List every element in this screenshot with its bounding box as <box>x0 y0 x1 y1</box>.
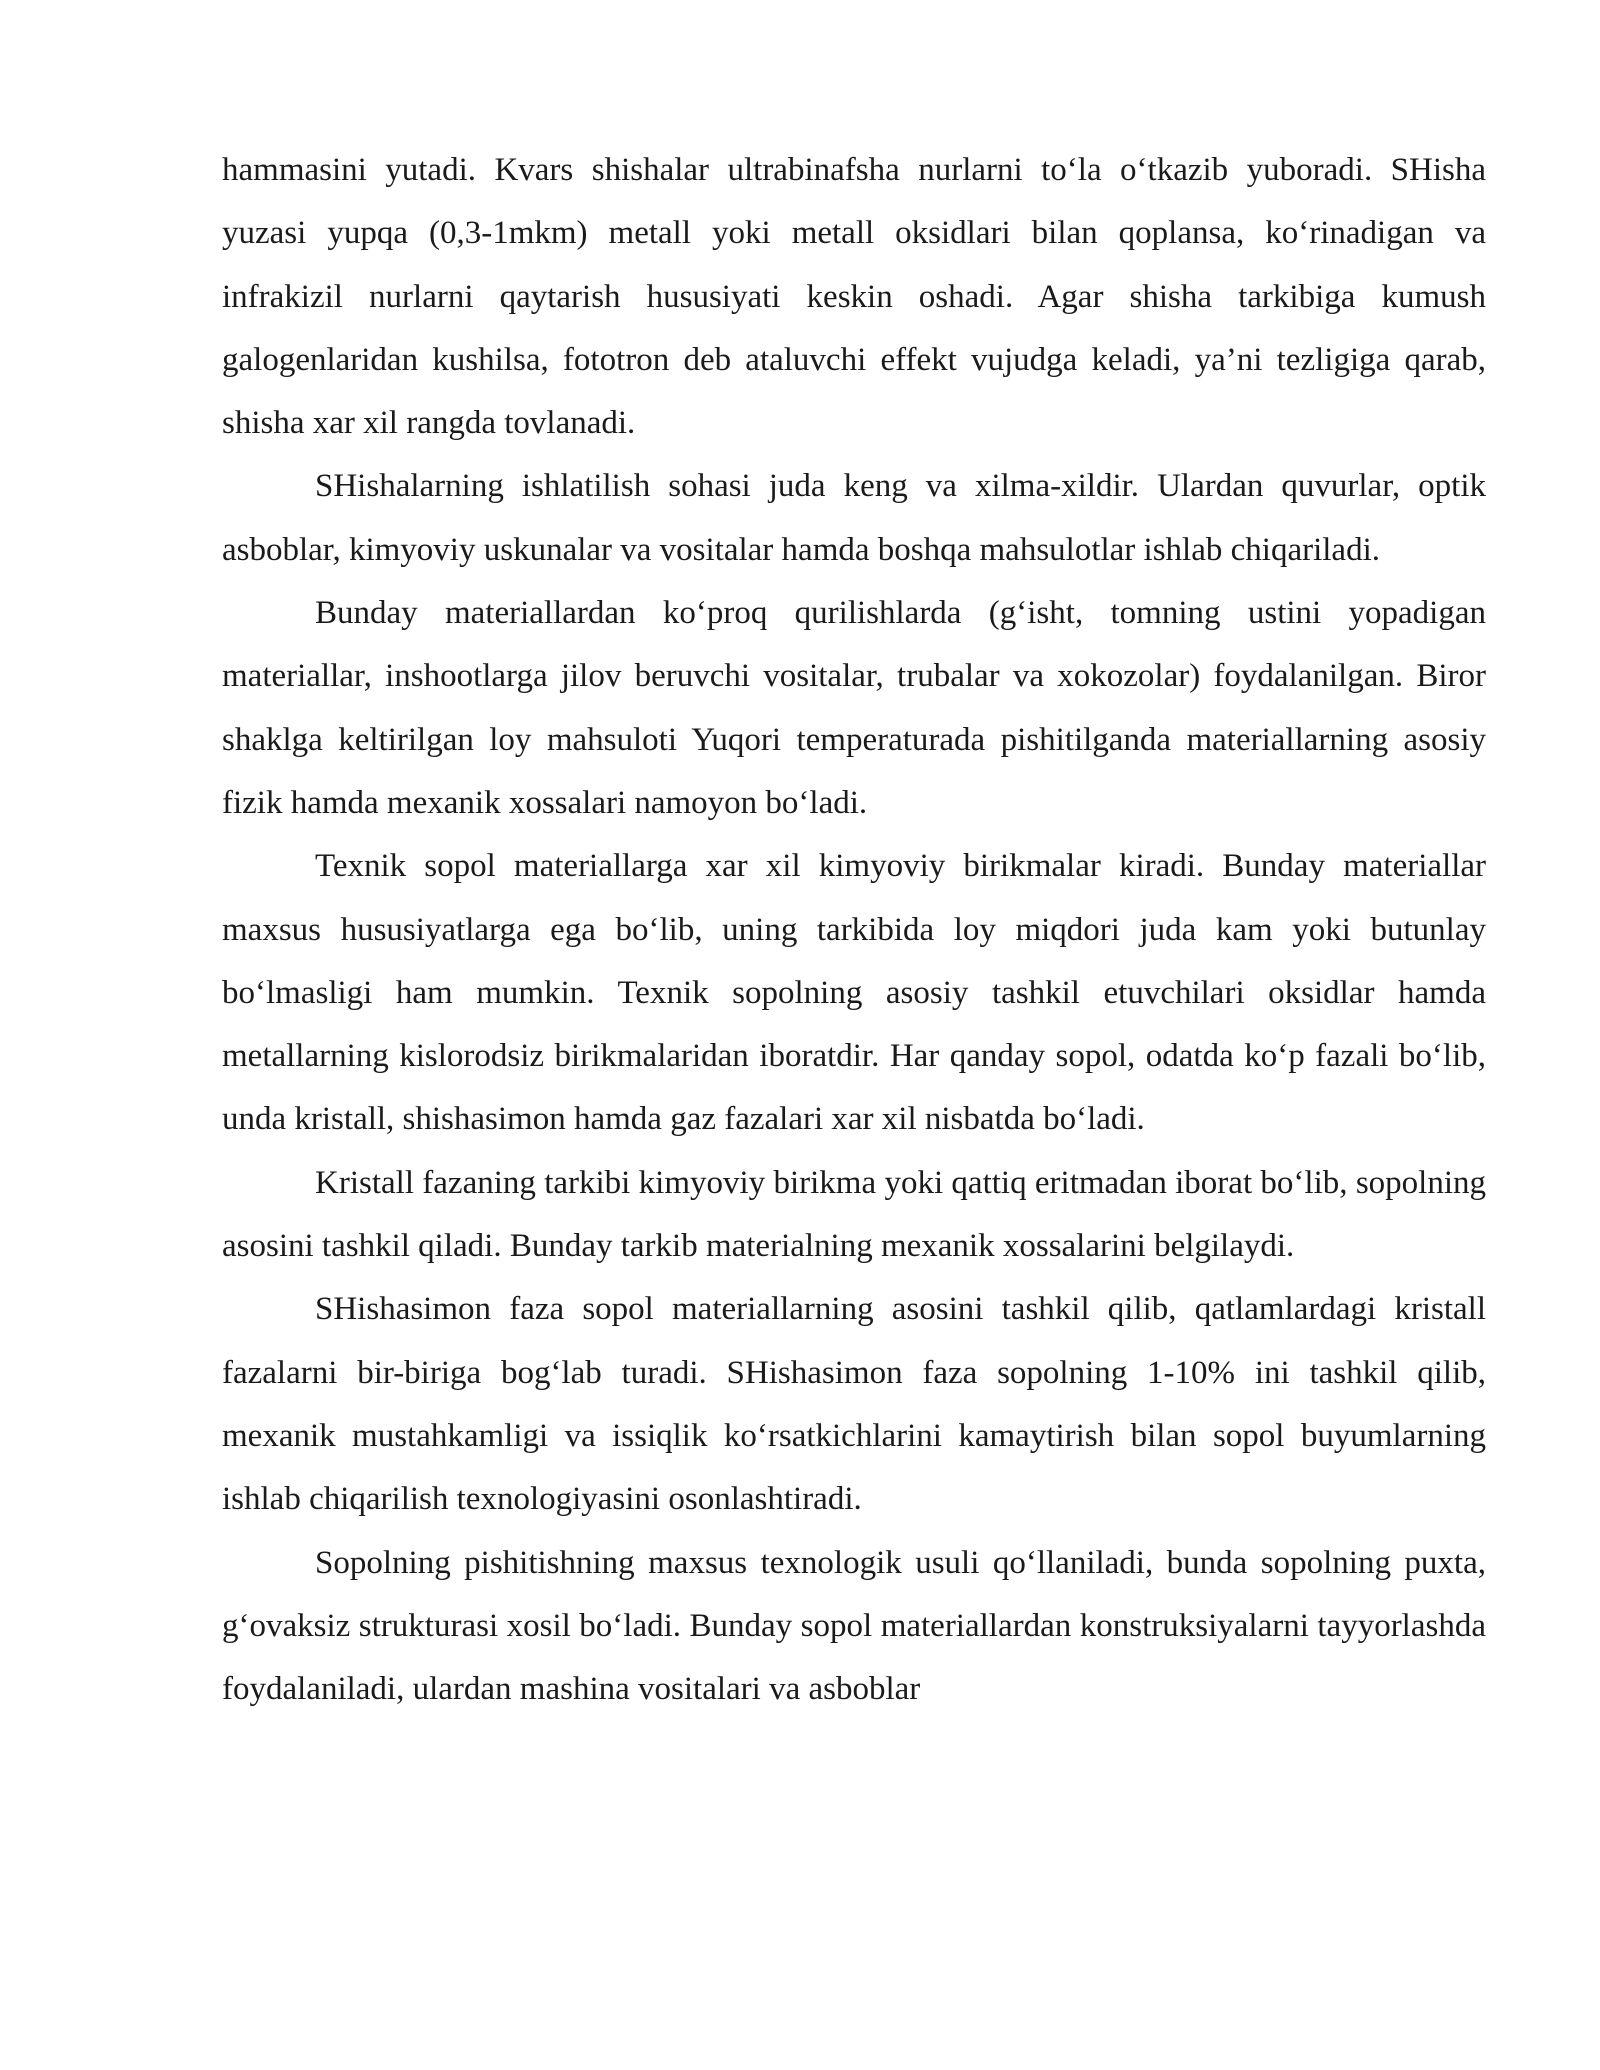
paragraph-crystal-phase: Kristall fazaning tarkibi kimyoviy birikma yoki qattiq eritmadan iborat bo‘lib, sopolning asosini tashkil qiladi. Bunday tarkib materialning mexanik xossalarini belgilaydi. <box>222 1164 1486 1265</box>
paragraph-glassy-phase: SHishasimon faza sopol materiallarning asosini tashkil qilib, qatlamlardagi kristall fazalarni bir-biriga bog‘lab turadi. SHishasimon faza sopolning 1-10% ini tashkil qilib, mexanik mustahkamligi va issiqlik ko‘rsatkichlarini kamaytirish bilan sopol buyumlarning ishlab chiqarilish texnologiyasini osonlashtiradi. <box>222 1291 1486 1518</box>
document-page <box>222 139 1486 1721</box>
paragraph-continued: hammasini yutadi. Kvars shishalar ultrabinafsha nurlarni to‘la o‘tkazib yuboradi. SHisha yuzasi yupqa (0,3-1mkm) metall yoki metall oksidlari bilan qoplansa, ko‘rinadigan va infrakizil nurlarni qaytarish hususiyati keskin oshadi. Agar shisha tarkibiga kumush galogenlaridan kushilsa, fototron deb ataluvchi effekt vujudga keladi, ya’ni tezligiga qarab, shisha xar xil rangda tovlanadi. <box>222 152 1486 442</box>
paragraph-technical-ceramics: Texnik sopol materiallarga xar xil kimyoviy birikmalar kiradi. Bunday materiallar maxsus hususiyatlarga ega bo‘lib, uning tarkibida loy miqdori juda kam yoki butunlay bo‘lmasligi ham mumkin. Texnik sopolning asosiy tashkil etuvchilari oksidlar hamda metallarning kislorodsiz birikmalaridan iboratdir. Har qanday sopol, odatda ko‘p fazali bo‘lib, unda kristall, shishasimon hamda gaz fazalari xar xil nisbatda bo‘ladi. <box>222 848 1486 1138</box>
paragraph-construction-materials: Bunday materiallardan ko‘proq qurilishlarda (g‘isht, tomning ustini yopadigan materiallar, inshootlarga jilov beruvchi vositalar, trubalar va xokozolar) foydalanilgan. Biror shaklga keltirilgan loy mahsuloti Yuqori temperaturada pishitilganda materiallarning asosiy fizik hamda mexanik xossalari namoyon bo‘ladi. <box>222 595 1486 821</box>
paragraph-glass-usage: SHishalarning ishlatilish sohasi juda keng va xilma-xildir. Ulardan quvurlar, optik asboblar, kimyoviy uskunalar va vositalar hamda boshqa mahsulotlar ishlab chiqariladi. <box>222 468 1486 568</box>
paragraph-firing-method: Sopolning pishitishning maxsus texnologik usuli qo‘llaniladi, bunda sopolning puxta, g‘ovaksiz strukturasi xosil bo‘ladi. Bunday sopol materiallardan konstruksiyalarni tayyorlashda foydalaniladi, ulardan mashina vositalari va asboblar <box>222 1544 1486 1708</box>
